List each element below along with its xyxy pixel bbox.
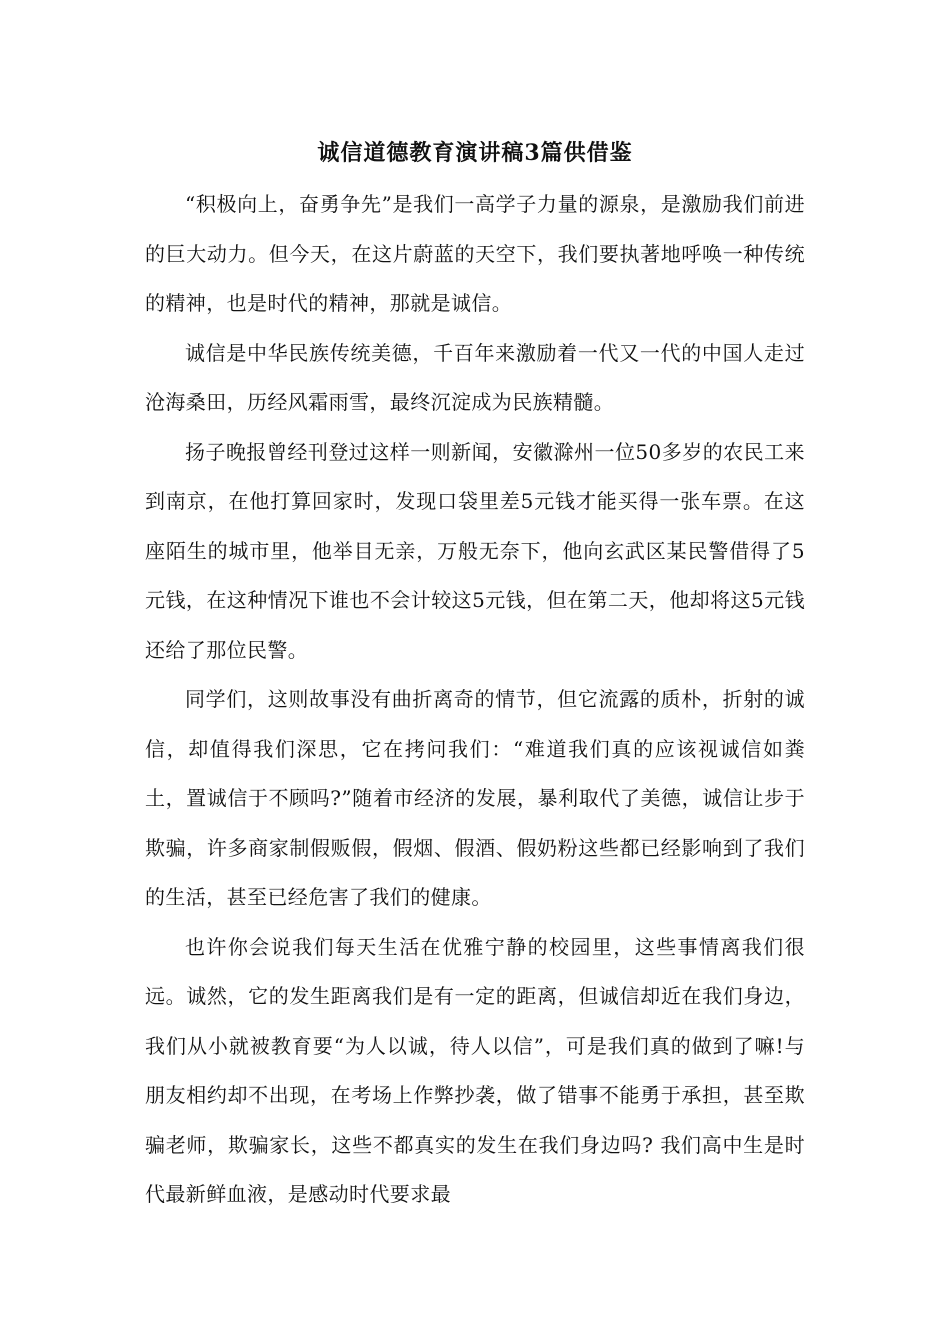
paragraph-2: 诚信是中华民族传统美德，千百年来激励着一代又一代的中国人走过沧海桑田，历经风霜雨雪，最终沉淀成为民族精髓。 [145,340,805,414]
paragraph-4: 同学们，这则故事没有曲折离奇的情节，但它流露的质朴，折射的诚信，却值得我们深思，它在拷问我们：“难道我们真的应该视诚信如粪土，置诚信于不顾吗?”随着市经济的发展，暴利取代了美德，诚信让步于欺骗，许多商家制假贩假，假烟、假酒、假奶粉这些都已经影响到了我们的生活，甚至已经危害了我们的健康。 [145,687,805,909]
document-title: 诚信道德教育演讲稿3篇供借鉴 [317,140,633,166]
paragraph-5: 也许你会说我们每天生活在优雅宁静的校园里，这些事情离我们很远。诚然，它的发生距离我们是有一定的距离，但诚信却近在我们身边，我们从小就被教育要“为人以诚，待人以信”，可是我们真的做到了嘛!与朋友相约却不出现，在考场上作弊抄袭，做了错事不能勇于承担，甚至欺骗老师，欺骗家长，这些不都真实的发生在我们身边吗? 我们高中生是时代最新鲜血液，是感动时代要求最 [145,934,805,1206]
paragraph-1: “积极向上，奋勇争先”是我们一高学子力量的源泉，是激励我们前进的巨大动力。但今天，在这片蔚蓝的天空下，我们要执著地呼唤一种传统的精神，也是时代的精神，那就是诚信。 [145,192,805,315]
document-body [145,180,805,1220]
paragraph-3: 扬子晚报曾经刊登过这样一则新闻，安徽滁州一位50多岁的农民工来到南京，在他打算回家时，发现口袋里差5元钱才能买得一张车票。在这座陌生的城市里，他举目无亲，万般无奈下，他向玄武区某民警借得了5元钱，在这种情况下谁也不会计较这5元钱，但在第二天，他却将这5元钱还给了那位民警。 [145,439,805,662]
